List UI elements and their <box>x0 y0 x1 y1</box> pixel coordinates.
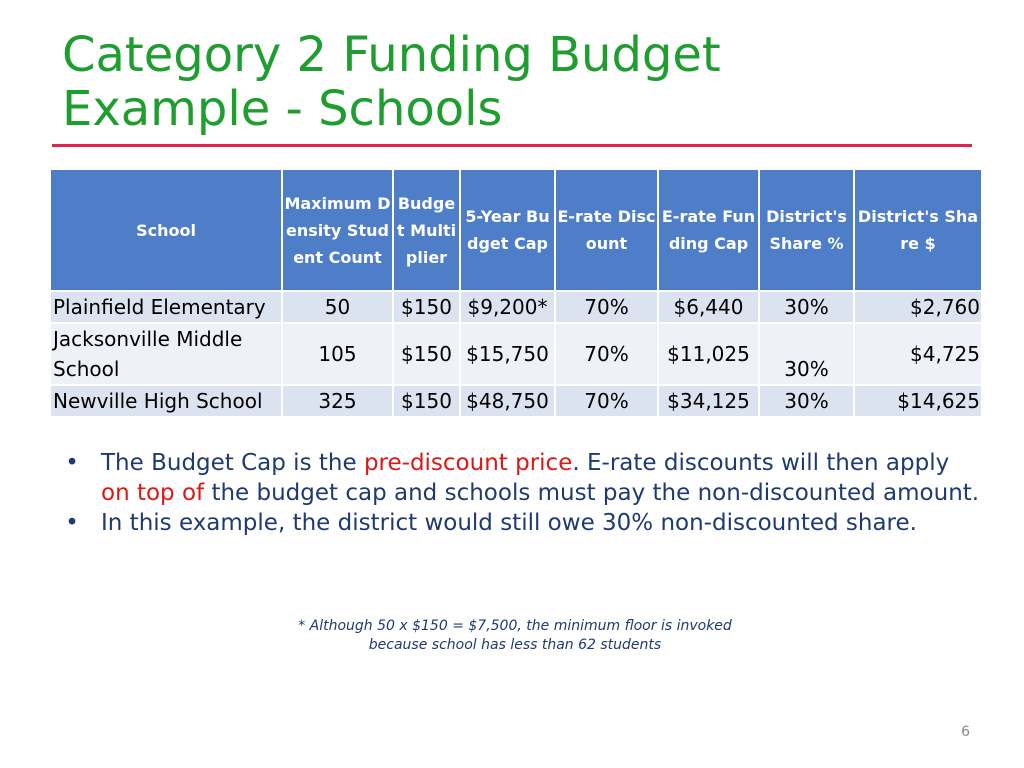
cell-budget-cap: $15,750 <box>460 323 555 385</box>
bullet-text: The Budget Cap is the <box>101 450 364 476</box>
bullet-dot-icon: • <box>65 450 79 476</box>
bullet-text: In this example, the district would still owe 30% non-discounted share. <box>101 510 917 536</box>
bullet-item <box>62 448 982 508</box>
highlight-on-top-of: on top of <box>101 480 205 506</box>
header-budget-cap: 5-Year Budget Cap <box>460 170 555 291</box>
cell-share-percent: 30% <box>759 385 854 416</box>
title-divider <box>52 144 972 147</box>
slide-title <box>62 28 962 136</box>
table-row <box>51 291 981 323</box>
cell-student-count: 325 <box>282 385 393 416</box>
cell-funding-cap: $11,025 <box>658 323 759 385</box>
bullet-dot-icon: • <box>65 510 79 536</box>
header-budget-multiplier: Budget Multiplier <box>393 170 460 291</box>
cell-student-count: 105 <box>282 323 393 385</box>
cell-budget-cap: $9,200* <box>460 291 555 323</box>
cell-student-count: 50 <box>282 291 393 323</box>
cell-share-dollars: $4,725 <box>854 323 981 385</box>
header-school: School <box>51 170 282 291</box>
cell-discount: 70% <box>555 385 658 416</box>
cell-funding-cap: $6,440 <box>658 291 759 323</box>
header-erate-discount: E-rate Discount <box>555 170 658 291</box>
bullet-list <box>62 448 982 538</box>
table-row <box>51 385 981 416</box>
cell-school: Newville High School <box>51 385 282 416</box>
cell-funding-cap: $34,125 <box>658 385 759 416</box>
header-max-density: Maximum Density Student Count <box>282 170 393 291</box>
budget-table <box>51 170 981 416</box>
footnote <box>200 617 830 655</box>
cell-multiplier: $150 <box>393 385 460 416</box>
cell-multiplier: $150 <box>393 291 460 323</box>
cell-budget-cap: $48,750 <box>460 385 555 416</box>
footnote-line1: * Although 50 x $150 = $7,500, the minimum floor is invoked <box>298 618 732 634</box>
header-share-percent: District's Share % <box>759 170 854 291</box>
cell-school: Plainfield Elementary <box>51 291 282 323</box>
cell-share-dollars: $14,625 <box>854 385 981 416</box>
bullet-item <box>62 508 982 538</box>
cell-discount: 70% <box>555 323 658 385</box>
slide-title-line2: Example - Schools <box>62 81 503 137</box>
page-number: 6 <box>961 724 970 740</box>
cell-school: Jacksonville Middle School <box>51 323 282 385</box>
cell-share-dollars: $2,760 <box>854 291 981 323</box>
slide-title-line1: Category 2 Funding Budget <box>62 27 721 83</box>
bullet-text: the budget cap and schools must pay the non-discounted amount. <box>204 480 980 506</box>
cell-share-percent: 30% <box>759 323 854 385</box>
table-header-row <box>51 170 981 291</box>
table-row <box>51 323 981 385</box>
highlight-pre-discount: pre-discount price <box>363 450 573 476</box>
cell-discount: 70% <box>555 291 658 323</box>
footnote-line2: because school has less than 62 students <box>368 637 662 653</box>
header-share-dollars: District's Share $ <box>854 170 981 291</box>
cell-multiplier: $150 <box>393 323 460 385</box>
bullet-text: . E-rate discounts will then apply <box>572 450 950 476</box>
header-funding-cap: E-rate Funding Cap <box>658 170 759 291</box>
cell-share-percent: 30% <box>759 291 854 323</box>
